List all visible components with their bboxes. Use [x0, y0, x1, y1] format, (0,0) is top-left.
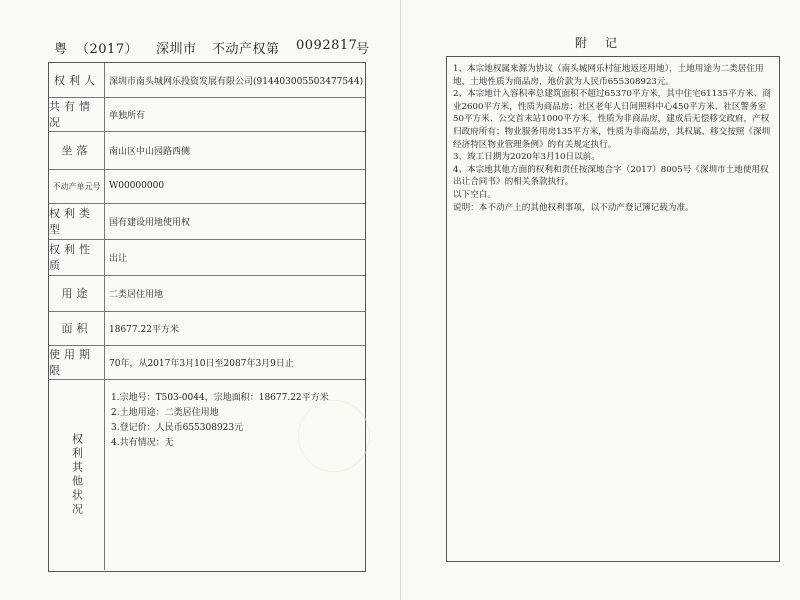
- row-value: 二类居住用地: [109, 289, 164, 300]
- note-paragraph: 2、本宗地计入容积率总建筑面积不超过65370平方米，其中住宅61135平方米、商业2600平方米，性质为商品房；社区老年人日间照料中心450平方米、社区警务室50平方米、公交首末站1000平方米，性质为非商品房，建成后无偿移交政府，产权归政府所有；物业服务用房135平方米，性质为非商品房，其权属、移交按照《深圳经济特区物业管理条例》的有关规定执行。: [453, 89, 771, 150]
- row-value: 18677.22平方米: [109, 324, 179, 335]
- row-value: W00000000: [109, 181, 165, 191]
- row-label: 不动产单元号: [49, 169, 105, 203]
- watermark-seal: [298, 400, 370, 472]
- note-paragraph: 3、竣工日期为2020年3月10日以前。: [453, 152, 600, 163]
- header-suffix: 号: [356, 42, 370, 57]
- row-label: 用途: [49, 275, 105, 311]
- table-row: [49, 63, 365, 98]
- note-paragraph: 说明：本不动产上的其他权利事项，以不动产登记簿记载为准。: [453, 202, 694, 213]
- list-item: 2.土地用途：二类居住用地: [111, 408, 219, 418]
- header-type: 不动产权第: [212, 42, 280, 57]
- table-row: [49, 345, 365, 380]
- list-item: 4.共有情况：无: [111, 438, 174, 448]
- table-row: [49, 239, 365, 276]
- row-label: 坐落: [49, 131, 105, 169]
- row-label: 共有情况: [49, 97, 105, 131]
- notes-box: [446, 56, 780, 562]
- table-row: [49, 275, 365, 312]
- list-item: 3.登记价：人民币655308923元: [111, 423, 244, 433]
- row-value: 深圳市南头城网乐投资发展有限公司(91440300550347754​4): [109, 76, 364, 87]
- notes-text: [453, 63, 773, 214]
- header-number: 0092817: [296, 38, 358, 53]
- notes-title: 附记: [575, 36, 636, 50]
- row-value: 出让: [109, 253, 128, 264]
- table-row: [49, 131, 365, 170]
- header-region: 粤: [54, 42, 68, 57]
- row-label: 权利人: [49, 63, 105, 97]
- note-paragraph: 1、本宗地权属来源为协议（南头城网乐村征地返还用地），土地用途为二类居住用地，土地性质为商品房，地价款为人民币655308923元。: [453, 64, 764, 87]
- list-item: 1.宗地号：T503-0044，宗地面积：18677.22平方米: [111, 393, 329, 403]
- row-label: 面积: [49, 311, 105, 345]
- header-year: （2017）: [76, 42, 139, 57]
- table-row: [49, 169, 365, 204]
- note-paragraph: 4、本宗地其他方面的权利和责任按深地合字（2017）8005号《深圳市土地使用权出让合同书》的相关条款执行。: [453, 164, 769, 188]
- header-city: 深圳市: [156, 42, 197, 57]
- row-label: 使用期限: [49, 345, 105, 379]
- property-table: [48, 62, 366, 572]
- certificate-header: [54, 38, 384, 58]
- table-row: [49, 311, 365, 346]
- row-label: 权利类型: [49, 203, 105, 239]
- note-paragraph: 以下空白。: [453, 189, 496, 200]
- row-value: 南山区中山园路西侧: [109, 146, 191, 157]
- row-label: 权利性质: [49, 239, 105, 275]
- table-row: [49, 203, 365, 240]
- other-status-label: 权利其他状况: [49, 379, 105, 570]
- table-row: [49, 97, 365, 132]
- row-value: 70年，从2017年3月10日至2087年3月9日止: [109, 358, 294, 369]
- row-value: 国有建设用地使用权: [109, 217, 191, 228]
- row-value: 单独所有: [109, 110, 146, 121]
